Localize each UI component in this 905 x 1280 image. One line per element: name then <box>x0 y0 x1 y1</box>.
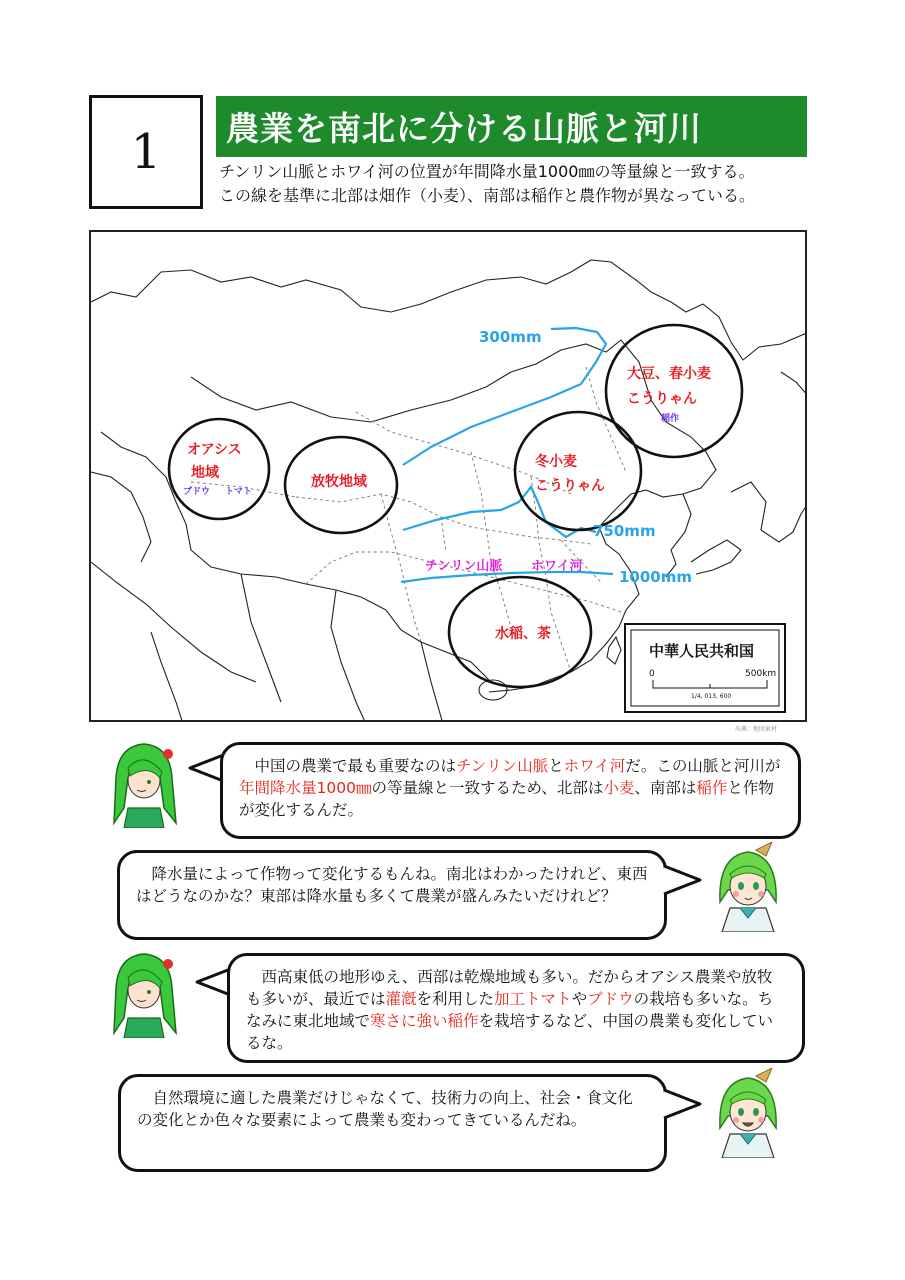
oasis-label-2: 地域 <box>191 465 219 481</box>
dialogue-1-text: 中国の農業で最も重要なのはチンリン山脈とホワイ河だ。この山脈と河川が年間降水量1000㎜の等量線と一致するため、北部は小麦、南部は稲作と作物が変化するんだ。 <box>239 757 781 819</box>
isohyet-1000-label: 1000mm <box>619 568 693 586</box>
isohyet-300-label: 300mm <box>479 328 542 346</box>
north-label-1: 冬小麦 <box>535 454 577 470</box>
dialogue-bubble-4 <box>118 1074 667 1172</box>
china-agriculture-map <box>89 230 807 722</box>
student-avatar-2 <box>712 1068 784 1158</box>
legend-scale-end: 500km <box>745 669 777 679</box>
dialogue-bubble-3 <box>227 953 805 1063</box>
map-credit: 出典：地図素材 <box>735 726 778 733</box>
dialogue-3-text: 西高東低の地形ゆえ、西部は乾燥地域も多い。だからオアシス農業や放牧も多いが、最近では灌漑を利用した加工トマトやブドウの栽培も多いな。ちなみに東北地域で寒さに強い稲作を栽培するなど、中国の農業も変化しているな。 <box>246 968 774 1052</box>
teacher-avatar-2 <box>104 948 184 1038</box>
teacher-avatar <box>104 738 184 828</box>
northeast-label-2: こうりゃん <box>627 391 697 407</box>
map-labels <box>183 328 711 642</box>
isohyet-lines <box>401 328 613 582</box>
section-title: 農業を南北に分ける山脈と河川 <box>216 96 807 157</box>
northeast-label-1: 大豆、春小麦 <box>627 366 711 382</box>
dialogue-2-text: 降水量によって作物って変化するもんね。南北はわかったけれど、東西はどうなのかな？東部は降水量も多くて農業が盛んみたいだけれど？ <box>136 865 648 905</box>
south-label: 水稲、茶 <box>495 626 551 642</box>
oasis-label-1: オアシス <box>187 442 242 458</box>
isohyet-750-label: 750mm <box>593 522 656 540</box>
map-legend <box>625 624 785 712</box>
section-subtitle <box>219 160 819 208</box>
student-avatar <box>712 842 784 932</box>
subtitle-line-1: チンリン山脈とホワイ河の位置が年間降水量1000㎜の等量線と一致する。 <box>219 162 755 181</box>
oasis-crop-tomato: トマト <box>225 487 253 497</box>
bubble-4-tail <box>662 1086 702 1122</box>
dialogue-bubble-1 <box>220 742 801 839</box>
bubble-2-tail <box>662 862 702 898</box>
dialogue-4-text: 自然環境に適した農業だけじゃなくて、技術力の向上、社会・食文化の変化とか色々な要素によって農業も変わってきているんだね。 <box>137 1089 633 1129</box>
divide-river-label: ホワイ河 <box>531 559 583 574</box>
section-number: 1 <box>130 124 162 180</box>
northeast-sublabel: 稲作 <box>661 414 680 424</box>
oasis-region-circle <box>169 419 269 519</box>
divide-mountains-label: チンリン山脈 <box>425 559 503 574</box>
pastoral-label: 放牧地域 <box>311 474 367 490</box>
province-borders <box>191 367 626 672</box>
legend-scale-ratio: 1/4, 013, 600 <box>691 693 732 700</box>
oasis-crop-grape: ブドウ <box>183 487 211 497</box>
section-number-box <box>89 95 203 209</box>
legend-country-name: 中華人民共和国 <box>649 642 755 660</box>
dialogue-bubble-2 <box>117 850 667 940</box>
subtitle-line-2: この線を基準に北部は畑作（小麦）、南部は稲作と農作物が異なっている。 <box>219 186 756 205</box>
north-label-2: こうりゃん <box>535 478 605 494</box>
map-svg <box>91 232 807 722</box>
north-region-circle <box>515 412 641 530</box>
legend-scale-start: 0 <box>649 669 655 679</box>
